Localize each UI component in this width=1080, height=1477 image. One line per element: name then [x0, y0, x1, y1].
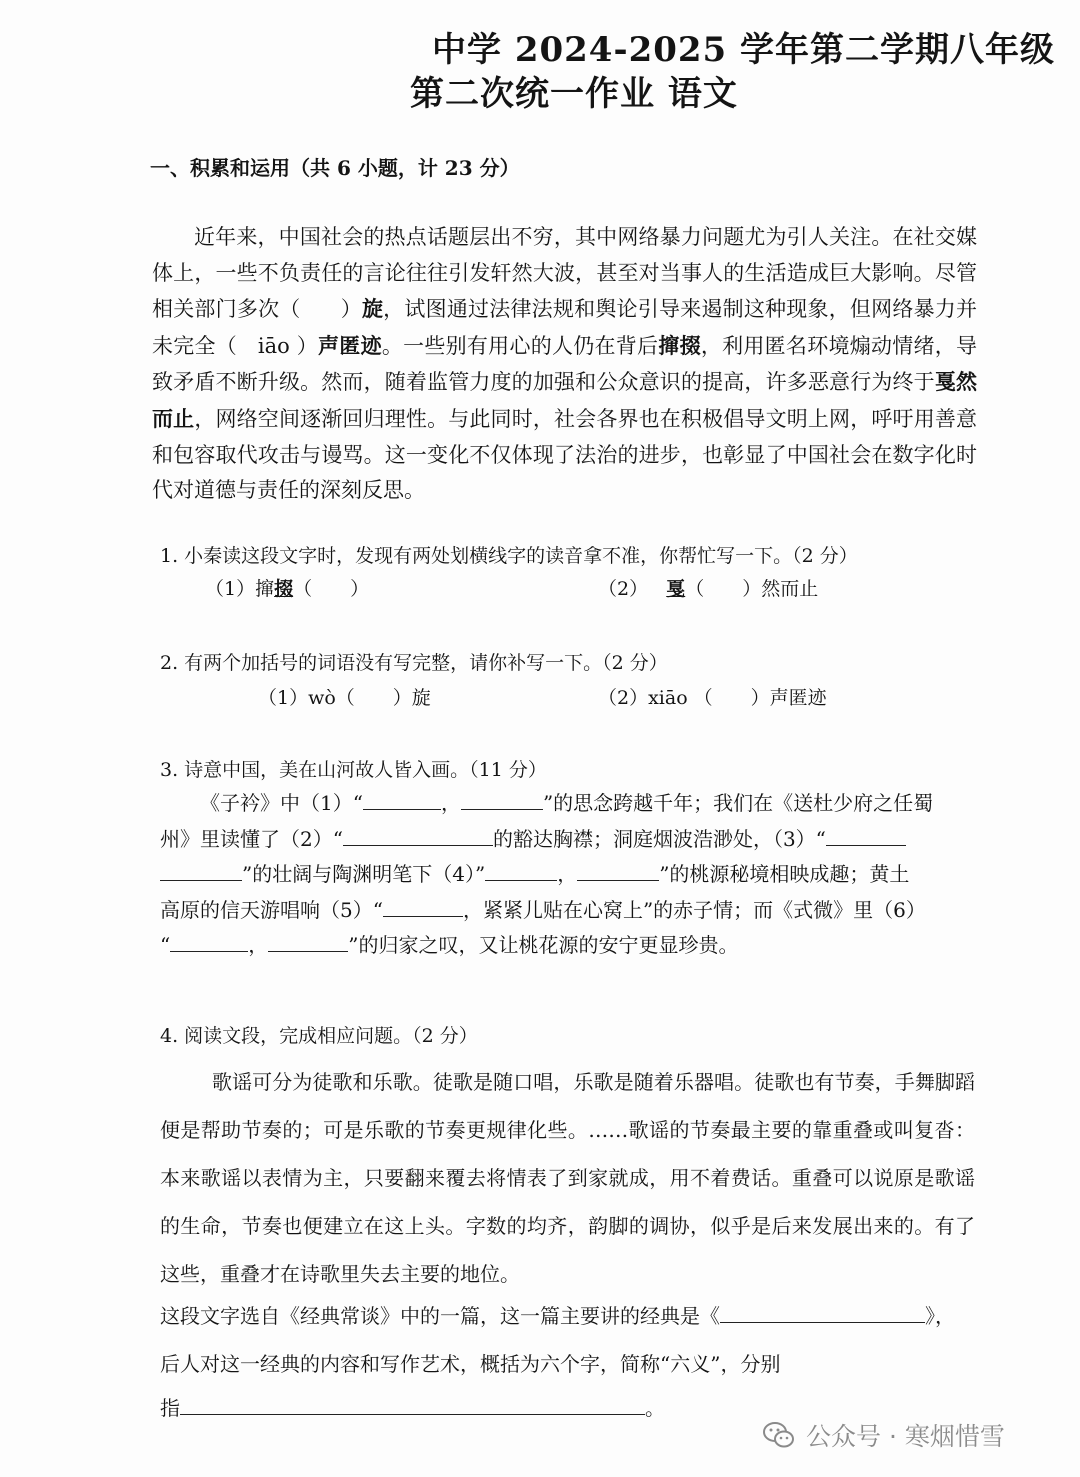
q1b-label: （2）: [598, 578, 649, 600]
question-1b: [598, 574, 818, 601]
poem-text: ”的壮阔与陶渊明笔下（4）”: [242, 862, 486, 886]
passage-text: ，网络空间逐渐回归理性。与此同时，社会各界也在积极倡导文明上网，呼吁用善意和包容取代攻击与谩骂。这一变化不仅体现了法治的进步，也彰显了中国社会在数字化时代对道德与责任的深刻反思。: [152, 406, 978, 503]
poem-fill-in: [160, 786, 980, 964]
exam-title-line1: 中学 2024-2025 学年第二学期八年级: [432, 30, 1056, 70]
passage-text: ）: [296, 333, 319, 358]
q4-text: 》，: [925, 1304, 955, 1328]
passage-bold-word: 撺掇: [658, 332, 701, 358]
fill-blank[interactable]: [826, 827, 906, 846]
poem-text: ”的桃源秘境相映成趣；黄土: [659, 862, 910, 886]
wechat-icon: [762, 1418, 796, 1452]
question-1-prompt: 1. 小秦读这段文字时，发现有两处划横线字的读音拿不准，你帮忙写一下。（2 分）: [160, 545, 858, 567]
question-2-prompt: 2. 有两个加括号的词语没有写完整，请你补写一下。（2 分）: [160, 652, 668, 674]
passage-2-paragraph: 歌谣可分为徒歌和乐歌。徒歌是随口唱，乐歌是随着乐器唱。徒歌也有节奏，手舞脚蹈便是帮助节奏的；可是乐歌的节奏更规律化些。……歌谣的节奏最主要的靠重叠或叫复沓：本来歌谣以表情为主，只要翻来覆去将情表了到家就成，用不着费话。重叠可以说原是歌谣的生命，节奏也便建立在这上头。字数的均齐，韵脚的调协，似乎是后来发展出来的。有了这些，重叠才在诗歌里失去主要的地位。: [160, 1070, 975, 1286]
poem-line-4: [160, 893, 980, 929]
q4-answer-line-2: 后人对这一经典的内容和写作艺术，概括为六个字，简称“六义”，分别: [160, 1352, 781, 1376]
q4-text: 指: [160, 1396, 180, 1420]
reading-passage: [152, 220, 977, 509]
question-1a: [205, 574, 369, 601]
passage-paragraph: [152, 220, 977, 509]
q1a-underlined-char: 掇: [274, 578, 294, 600]
poem-text: 高原的信天游唱响（5）“: [160, 897, 383, 922]
passage-text: ，利用匿名环境煽动情绪，导致矛盾不断升级。然而，随着监管力度的加强和公众意识的提高，许多恶意行为终于: [152, 333, 978, 395]
q1a-answer-blank[interactable]: （ ）: [293, 578, 370, 600]
poem-text: 州》里读懂了（2）“: [160, 826, 343, 851]
question-2a[interactable]: （1）wò（ ）旋: [258, 687, 431, 709]
poem-line-5: [160, 928, 980, 964]
watermark-text: 公众号 · 寒烟惜雪: [806, 1422, 1005, 1451]
fill-blank[interactable]: [180, 1396, 645, 1415]
fill-blank[interactable]: [485, 862, 557, 881]
fill-blank[interactable]: [720, 1304, 925, 1323]
passage-bold-word: 声匿迹: [318, 332, 382, 358]
q1b-underlined-char: 戛: [666, 578, 686, 600]
poem-text: 《子衿》中（1）“: [200, 791, 363, 815]
question-2b[interactable]: （2）xiāo （ ）声匿迹: [598, 687, 827, 709]
passage-text: ）: [340, 297, 362, 322]
fill-blank[interactable]: [363, 791, 441, 810]
reading-passage-2: [160, 1058, 975, 1298]
q4-answer-line-1: [160, 1300, 955, 1329]
poem-text: ，: [557, 862, 578, 886]
exam-title-line2: 第二次统一作业 语文: [410, 74, 738, 114]
fill-blank[interactable]: [160, 862, 242, 881]
fill-blank[interactable]: [170, 933, 248, 952]
poem-text: ，: [440, 791, 461, 815]
poem-text: ”的思念跨越千年；我们在《送杜少府之任蜀: [542, 791, 934, 815]
passage-text: 。一些别有用心的人仍在背后: [381, 333, 659, 358]
poem-line-2: [160, 822, 980, 858]
poem-text: “: [160, 933, 171, 957]
watermark: [762, 1417, 1005, 1453]
passage-bold-word: 戛然而止: [152, 369, 978, 431]
q4-text: 这段文字选自《经典常谈》中的一篇，这一篇主要讲的经典是《: [160, 1304, 720, 1328]
fill-blank[interactable]: [461, 791, 543, 810]
fill-blank[interactable]: [343, 827, 493, 846]
question-3-prompt: 3. 诗意中国，美在山河故人皆入画。（11 分）: [160, 759, 547, 781]
poem-line-3: [160, 857, 980, 893]
passage-bold-word: 旋: [361, 296, 384, 322]
passage-text: ，试图通过法律法规和舆论引导来遏制这种现象，但网络暴力并未完全（: [152, 297, 978, 358]
q1a-label: （1）撺: [205, 578, 275, 600]
fill-blank[interactable]: [577, 862, 659, 881]
pinyin-hint: iāo: [257, 333, 290, 358]
poem-text: ”的归家之叹，又让桃花源的安宁更显珍贵。: [348, 933, 739, 957]
poem-text: ，紧紧儿贴在心窝上”的赤子情；而《式微》里（6）: [462, 897, 926, 922]
q4-answer-line-3: [160, 1392, 665, 1421]
question-4-prompt: 4. 阅读文段，完成相应问题。（2 分）: [160, 1025, 478, 1047]
poem-text: 的豁达胸襟；洞庭烟波浩渺处，（3）“: [492, 826, 826, 851]
poem-text: ，: [248, 933, 269, 957]
fill-blank[interactable]: [383, 898, 463, 917]
passage-text: 近年来，中国社会的热点话题层出不穷，其中网络暴力问题尤为引人关注。在社交媒体上，一些不负责任的言论往往引发轩然大波，甚至对当事人的生活造成巨大影响。尽管相关部门多次（: [152, 225, 977, 322]
section-heading: 一、积累和运用（共 6 小题，计 23 分）: [150, 156, 520, 180]
poem-line-1: [160, 786, 980, 822]
q1b-answer-blank[interactable]: （ ）然而止: [685, 578, 819, 600]
q4-text: 。: [645, 1396, 665, 1420]
fill-blank[interactable]: [268, 933, 348, 952]
